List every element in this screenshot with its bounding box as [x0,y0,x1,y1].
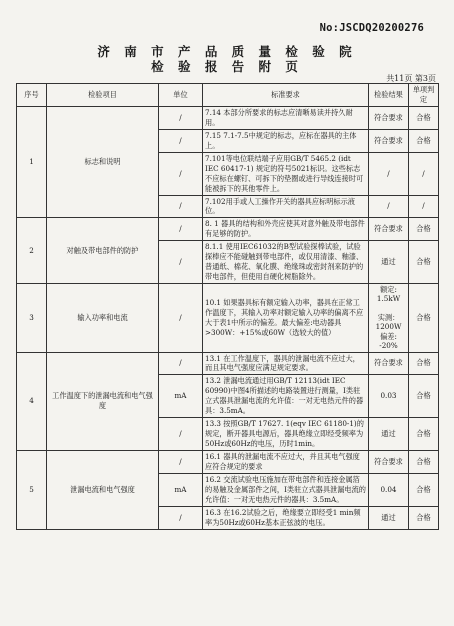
row-result: / [369,195,409,218]
row-judgement: 合格 [409,107,439,130]
row-judgement: / [409,152,439,195]
row-standard: 7.101等电位联结端子应用GB/T 5465.2 (idt IEC 60417-1) 规定的符号5021标识。这些标志不应标在螺钉、可拆下的垫圈或进行导线连接时可能被拆下的其他零件上。 [203,152,369,195]
row-standard: 16.1 器具的泄漏电流不应过大，并且其电气强度应符合规定的要求 [203,450,369,473]
row-judgement: 合格 [409,418,439,451]
row-item: 对触及带电部件的防护 [47,218,159,284]
row-result: / [369,152,409,195]
row-judgement: 合格 [409,241,439,284]
header-item: 检验项目 [47,84,159,107]
row-unit: / [159,107,203,130]
institute-title: 济 南 市 产 品 质 量 检 验 院 [97,44,357,59]
table-row [17,107,439,130]
row-unit: mA [159,375,203,418]
row-standard: 7.14 本部分所要求的标志应清晰易读并持久耐用。 [203,107,369,130]
row-result: 0.03 [369,375,409,418]
row-judgement: 合格 [409,506,439,529]
header-unit: 单位 [159,84,203,107]
header-no: 序号 [17,84,47,107]
report-number: No:JSCDQ20200276 [319,22,424,34]
row-no: 4 [17,352,47,450]
row-no: 5 [17,450,47,529]
row-standard: 8. 1 器具的结构和外壳应使其对意外触及带电部件有足够的防护。 [203,218,369,241]
row-unit: / [159,284,203,353]
header-result: 检验结果 [369,84,409,107]
row-no: 1 [17,107,47,218]
row-unit: / [159,129,203,152]
page-info: 共11页 第3页 [386,74,436,83]
row-judgement: 合格 [409,375,439,418]
row-item: 标志和说明 [47,107,159,218]
row-standard: 10.1 如果器具标有额定输入功率，器具在正常工作温度下，其输入功率对额定输入功率的偏离不应大于表1中所示的偏差。最大偏差:电动器具>300W：+15%或60W（选较大的值） [203,284,369,353]
row-result: 符合要求 [369,129,409,152]
row-result: 通过 [369,241,409,284]
row-unit: / [159,241,203,284]
row-result: 通过 [369,418,409,451]
row-item: 工作温度下的泄漏电流和电气强度 [47,352,159,450]
row-judgement: 合格 [409,473,439,506]
table-row [17,218,439,241]
row-standard: 16.2 交流试验电压施加在带电部件和连接金属箔的易触及金属部件之间，Ⅰ类驻立式器具泄漏电流的允许值：一对无电热元件的器具：3.5mA。 [203,473,369,506]
row-result: 0.04 [369,473,409,506]
row-unit: / [159,450,203,473]
table-row [17,450,439,473]
table-header-row [17,84,439,107]
row-standard: 7.15 7.1-7.5中规定的标志，应标在器具的主体上。 [203,129,369,152]
row-standard: 7.102用手或人工操作开关的器具应标明标示液位。 [203,195,369,218]
row-result: 符合要求 [369,352,409,375]
header-standard: 标准要求 [203,84,369,107]
row-item: 输入功率和电流 [47,284,159,353]
row-result: 符合要求 [369,107,409,130]
row-unit: / [159,152,203,195]
row-result: 额定: 1.5kW 实测： 1200W 偏差: -20% [369,284,409,353]
row-result: 通过 [369,506,409,529]
row-standard: 8.1.1 使用IEC61032的B型试验探棒试验，试验探棒应不能碰触到带电部件，或仅用清漆、釉漆、普通纸、棉花、氧化膜、绝缘珠或密封剂来防护的带电部件，但使用自硬化树脂除外。 [203,241,369,284]
inspection-table [16,83,439,530]
row-unit: mA [159,473,203,506]
row-standard: 13.3 按照GB/T 17627. 1(eqv IEC 61180-1)的规定，断开器具电源后，器具绝缘立即经受频率为50Hz或60Hz的电压，历时1min。 [203,418,369,451]
row-judgement: 合格 [409,284,439,353]
row-no: 3 [17,284,47,353]
row-judgement: 合格 [409,129,439,152]
row-no: 2 [17,218,47,284]
header-judgement: 单项判定 [409,84,439,107]
row-judgement: 合格 [409,218,439,241]
row-result: 符合要求 [369,218,409,241]
row-result: 符合要求 [369,450,409,473]
row-judgement: 合格 [409,450,439,473]
row-unit: / [159,506,203,529]
row-standard: 16.3 在16.2试验之后，绝缘要立即经受1 min频率为50Hz或60Hz基本正弦波的电压。 [203,506,369,529]
row-standard: 13.2 泄漏电流通过用GB/T 12113(idt IEC 60990)中图4所描述的电路装置进行测量，Ⅰ类驻立式器具泄漏电流的允许值：一对无电热元件的器具：3.5mA。 [203,375,369,418]
row-unit: / [159,352,203,375]
row-standard: 13.1 在工作温度下，器具的泄漏电流不应过大，而且其电气强度应满足规定要求。 [203,352,369,375]
row-judgement: / [409,195,439,218]
table-row [17,284,439,353]
row-item: 泄漏电流和电气强度 [47,450,159,529]
report-title: 检 验 报 告 附 页 [151,59,303,74]
row-judgement: 合格 [409,352,439,375]
row-unit: / [159,418,203,451]
row-unit: / [159,195,203,218]
table-row [17,352,439,375]
row-unit: / [159,218,203,241]
